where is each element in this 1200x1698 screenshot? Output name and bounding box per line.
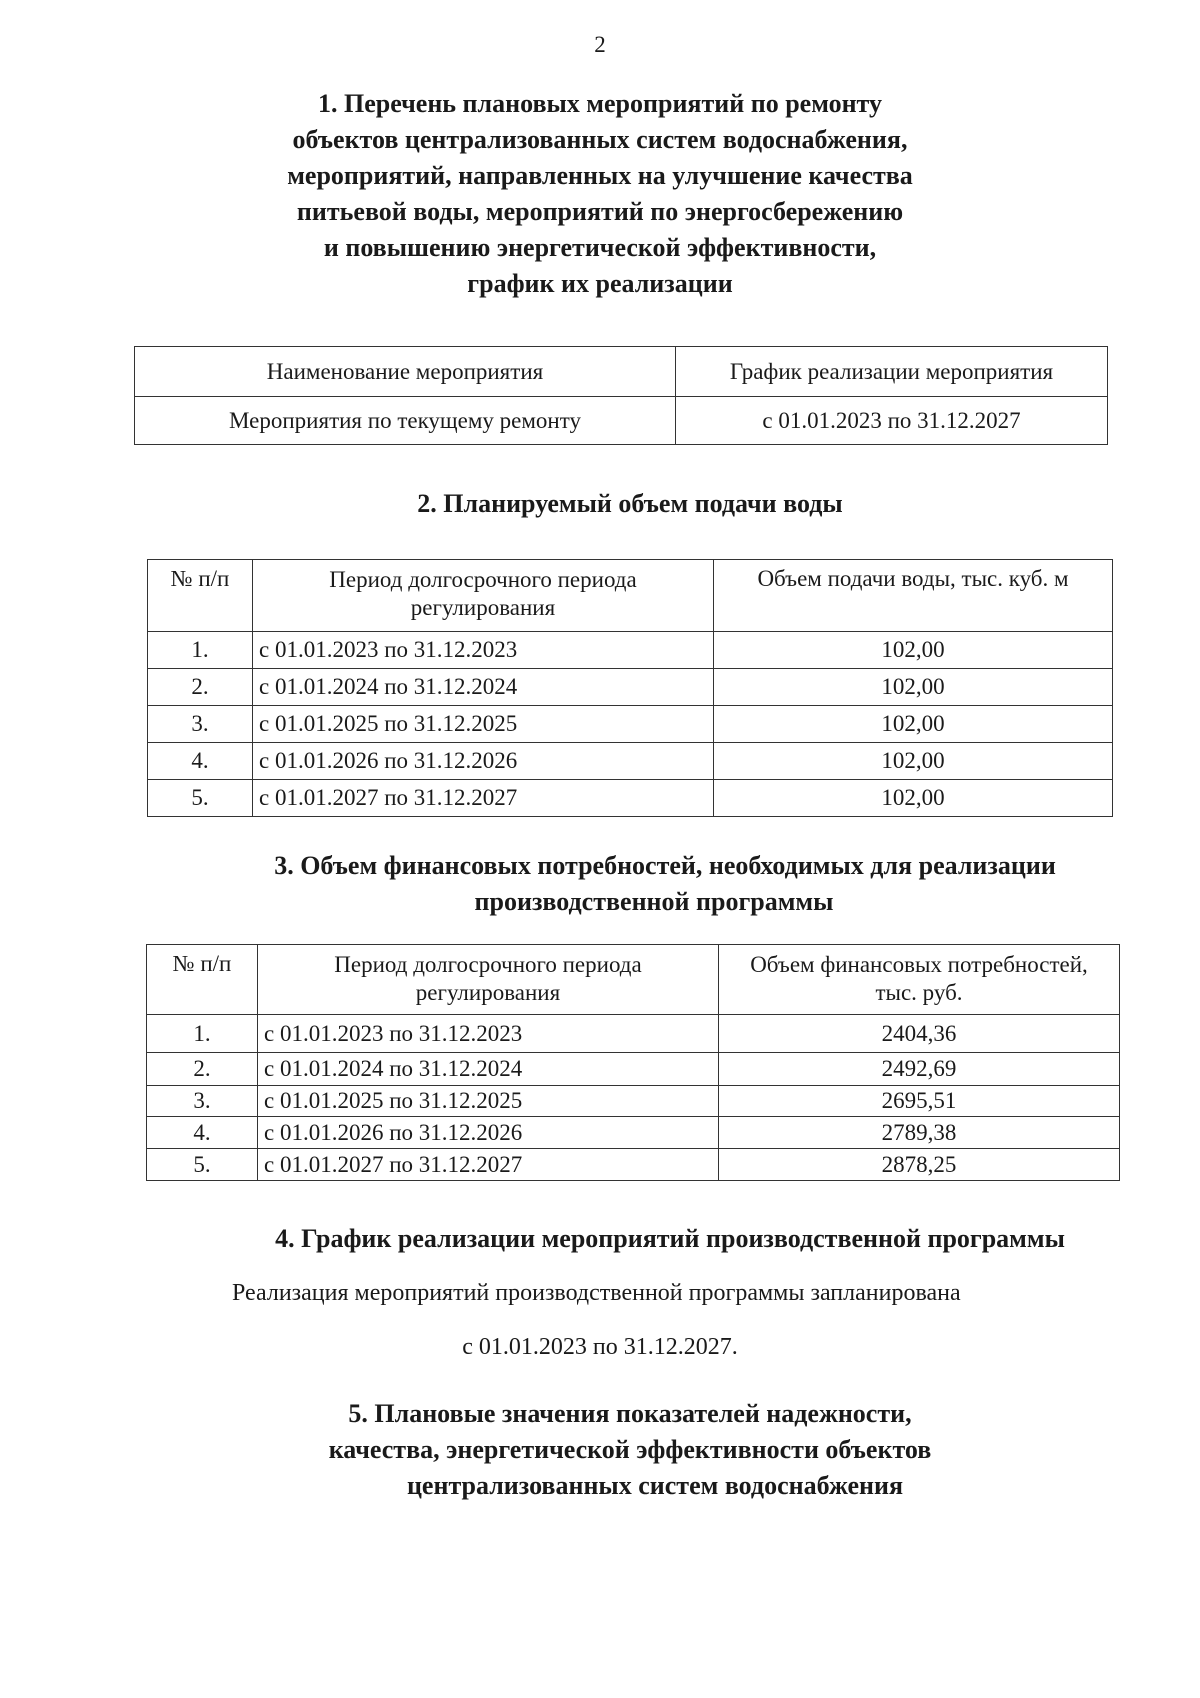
table-row bbox=[148, 743, 1113, 780]
section1-title-line: график их реализации bbox=[467, 269, 733, 298]
table-row bbox=[147, 1015, 1120, 1053]
table-cell: Мероприятия по текущему ремонту bbox=[135, 397, 676, 445]
financial-needs-table bbox=[146, 944, 1120, 1181]
table-cell: 5. bbox=[148, 780, 253, 817]
section1-title-line: объектов централизованных систем водоснабжения, bbox=[292, 125, 908, 154]
section3-title-line: 3. Объем финансовых потребностей, необходимых для реализации bbox=[274, 851, 1056, 880]
table-cell: 4. bbox=[147, 1117, 258, 1149]
page-number: 2 bbox=[594, 32, 606, 57]
section1-title-line: 1. Перечень плановых мероприятий по ремонту bbox=[318, 89, 882, 118]
section5-title bbox=[250, 1396, 1010, 1504]
column-header: Объем финансовых потребностей, тыс. руб. bbox=[719, 945, 1120, 1015]
table-row bbox=[135, 397, 1108, 445]
table-header-row bbox=[147, 945, 1120, 1015]
table-cell: 2492,69 bbox=[719, 1053, 1120, 1086]
table-cell: с 01.01.2025 по 31.12.2025 bbox=[258, 1086, 719, 1117]
table-cell: 5. bbox=[147, 1149, 258, 1181]
table-cell: с 01.01.2025 по 31.12.2025 bbox=[253, 706, 714, 743]
section4-text-line: Реализация мероприятий производственной программы запланирована bbox=[232, 1280, 961, 1306]
section1-title-line: мероприятий, направленных на улучшение качества bbox=[287, 161, 913, 190]
table-cell: 2. bbox=[147, 1053, 258, 1086]
column-header: № п/п bbox=[148, 560, 253, 632]
table-cell: с 01.01.2026 по 31.12.2026 bbox=[253, 743, 714, 780]
section5-title-line: 5. Плановые значения показателей надежности, bbox=[348, 1399, 912, 1428]
table-cell: 1. bbox=[147, 1015, 258, 1053]
section3-title bbox=[235, 848, 1095, 920]
section1-title bbox=[230, 86, 970, 302]
column-header: Период долгосрочного периода регулирования bbox=[253, 560, 714, 632]
table-cell: с 01.01.2023 по 31.12.2023 bbox=[258, 1015, 719, 1053]
section5-title-line: качества, энергетической эффективности объектов bbox=[328, 1435, 932, 1464]
column-header: Период долгосрочного периода регулирования bbox=[258, 945, 719, 1015]
table-cell: 102,00 bbox=[714, 706, 1113, 743]
table-cell: с 01.01.2027 по 31.12.2027 bbox=[258, 1149, 719, 1181]
table-row bbox=[148, 780, 1113, 817]
water-supply-table bbox=[147, 559, 1113, 817]
measures-table bbox=[134, 346, 1108, 445]
table-cell: 102,00 bbox=[714, 669, 1113, 706]
table-cell: с 01.01.2026 по 31.12.2026 bbox=[258, 1117, 719, 1149]
table-cell: 2. bbox=[148, 669, 253, 706]
table-cell: 1. bbox=[148, 632, 253, 669]
table-cell: с 01.01.2027 по 31.12.2027 bbox=[253, 780, 714, 817]
section4-title: 4. График реализации мероприятий производственной программы bbox=[275, 1224, 1065, 1253]
column-header: Наименование мероприятия bbox=[135, 347, 676, 397]
table-row bbox=[148, 706, 1113, 743]
table-cell: с 01.01.2024 по 31.12.2024 bbox=[253, 669, 714, 706]
table-cell: 2789,38 bbox=[719, 1117, 1120, 1149]
table-cell: 2404,36 bbox=[719, 1015, 1120, 1053]
table-row bbox=[147, 1053, 1120, 1086]
section3-title-line: производственной программы bbox=[474, 887, 834, 916]
table-header-row bbox=[148, 560, 1113, 632]
table-cell: 102,00 bbox=[714, 780, 1113, 817]
table-cell: 4. bbox=[148, 743, 253, 780]
section1-title-line: и повышению энергетической эффективности, bbox=[323, 233, 877, 262]
table-cell: 102,00 bbox=[714, 743, 1113, 780]
section5-title-line: централизованных систем водоснабжения bbox=[406, 1471, 904, 1500]
table-cell: с 01.01.2024 по 31.12.2024 bbox=[258, 1053, 719, 1086]
column-header: График реализации мероприятия bbox=[676, 347, 1108, 397]
table-row bbox=[148, 669, 1113, 706]
table-cell: 3. bbox=[147, 1086, 258, 1117]
table-row bbox=[147, 1117, 1120, 1149]
table-row bbox=[147, 1086, 1120, 1117]
section2-title: 2. Планируемый объем подачи воды bbox=[417, 489, 843, 518]
table-cell: 102,00 bbox=[714, 632, 1113, 669]
table-cell: с 01.01.2023 по 31.12.2023 bbox=[253, 632, 714, 669]
column-header: Объем подачи воды, тыс. куб. м bbox=[714, 560, 1113, 632]
table-cell: 2878,25 bbox=[719, 1149, 1120, 1181]
table-header-row bbox=[135, 347, 1108, 397]
table-cell: с 01.01.2023 по 31.12.2027 bbox=[676, 397, 1108, 445]
table-cell: 3. bbox=[148, 706, 253, 743]
section1-title-line: питьевой воды, мероприятий по энергосбережению bbox=[296, 197, 904, 226]
table-row bbox=[147, 1149, 1120, 1181]
column-header: № п/п bbox=[147, 945, 258, 1015]
table-cell: 2695,51 bbox=[719, 1086, 1120, 1117]
section4-text-line: с 01.01.2023 по 31.12.2027. bbox=[462, 1334, 738, 1360]
table-row bbox=[148, 632, 1113, 669]
